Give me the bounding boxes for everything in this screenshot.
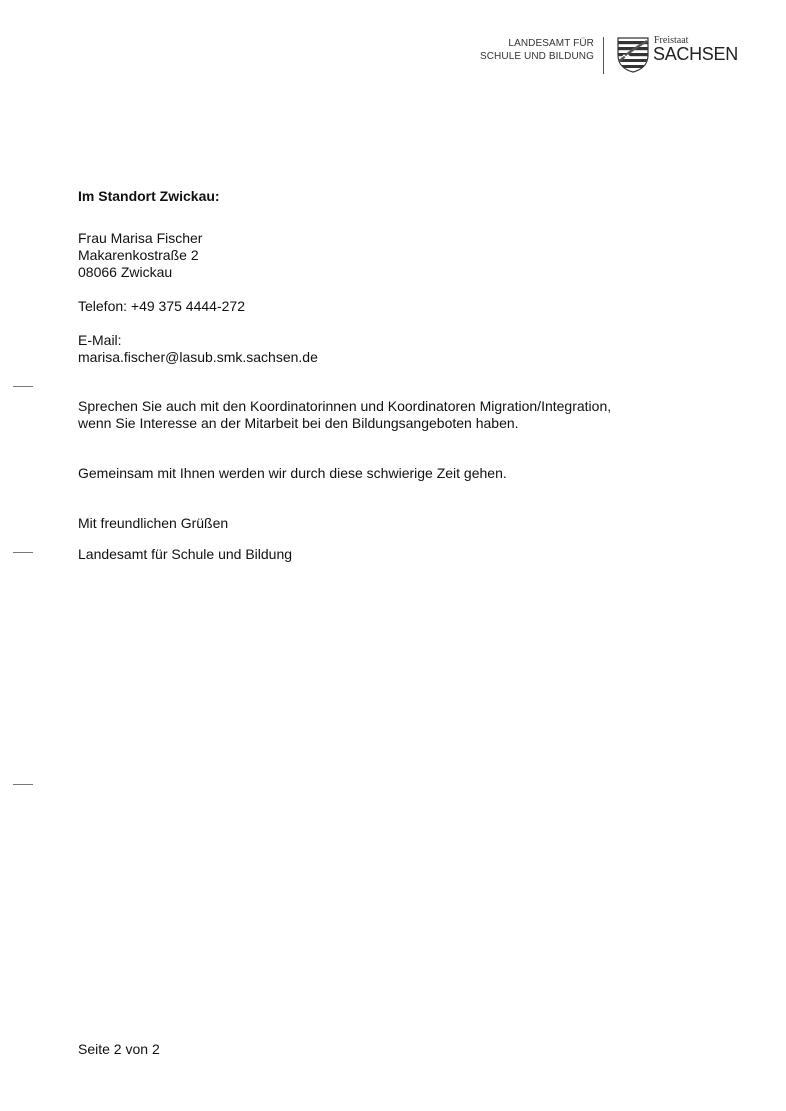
contact-street: Makarenkostraße 2 bbox=[78, 247, 199, 263]
org-name-line2: SCHULE UND BILDUNG bbox=[479, 51, 594, 62]
contact-phone: Telefon: +49 375 4444-272 bbox=[78, 298, 245, 314]
signature: Landesamt für Schule und Bildung bbox=[78, 546, 293, 562]
hole-punch-mark bbox=[13, 552, 33, 553]
state-label-big: SACHSEN bbox=[653, 44, 738, 64]
letter-body bbox=[78, 188, 738, 563]
contact-heading: Im Standort Zwickau: bbox=[78, 188, 220, 204]
paragraph1-line2: wenn Sie Interesse an der Mitarbeit bei den Bildungsangeboten haben. bbox=[78, 415, 519, 431]
saxony-coat-of-arms-icon bbox=[617, 37, 649, 73]
org-name-line1: LANDESAMT FÜR bbox=[508, 38, 594, 49]
contact-name: Frau Marisa Fischer bbox=[78, 230, 203, 246]
paragraph2: Gemeinsam mit Ihnen werden wir durch diese schwierige Zeit gehen. bbox=[78, 465, 507, 481]
fold-mark-top bbox=[13, 386, 33, 387]
state-label-small: Freistaat bbox=[654, 35, 689, 46]
contact-city: 08066 Zwickau bbox=[78, 264, 173, 280]
contact-email-label: E-Mail: bbox=[78, 332, 122, 348]
header-divider bbox=[603, 37, 604, 74]
page-number: Seite 2 von 2 bbox=[78, 1041, 160, 1057]
contact-email: marisa.fischer@lasub.smk.sachsen.de bbox=[78, 349, 318, 365]
letterhead bbox=[470, 37, 740, 77]
fold-mark-bottom bbox=[13, 784, 33, 785]
closing-greeting: Mit freundlichen Grüßen bbox=[78, 515, 229, 531]
paragraph1-line1: Sprechen Sie auch mit den Koordinatorinnen und Koordinatoren Migration/Integration, bbox=[78, 398, 612, 414]
org-name bbox=[480, 37, 594, 63]
